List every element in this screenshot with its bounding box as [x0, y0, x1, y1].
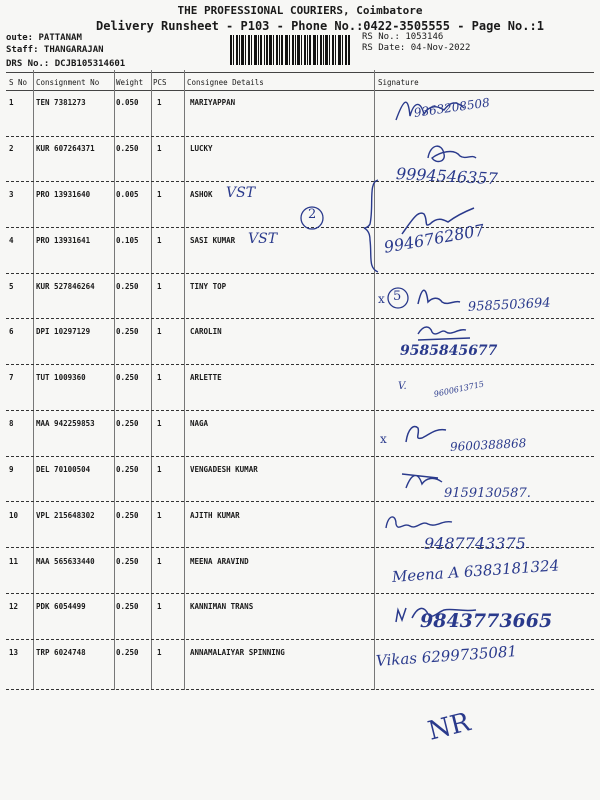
cell-consignee: MEENA ARAVIND: [190, 557, 249, 566]
col-header-consignment: Consignment No: [36, 78, 100, 87]
cell-weight: 0.250: [116, 282, 139, 291]
cell-weight: 0.250: [116, 465, 139, 474]
route-label: oute: PATTANAM: [6, 33, 82, 43]
col-header-pcs: PCS: [153, 78, 167, 87]
signature-phone: 9994546357: [395, 164, 499, 189]
signature-phone: 9843773665: [420, 610, 553, 632]
cell-consignment: KUR 607264371: [36, 144, 95, 153]
cell-weight: 0.250: [116, 144, 139, 153]
cell-pcs: 1: [157, 144, 162, 153]
cell-consignment: DEL 70100504: [36, 465, 91, 474]
row-separator: [6, 456, 594, 457]
cell-sno: 1: [9, 98, 14, 107]
nr-mark: NR: [424, 707, 474, 747]
cell-sno: 10: [9, 511, 19, 520]
cell-weight: 0.005: [116, 190, 139, 199]
signature-phone: Vikas 6299735081: [375, 642, 518, 670]
cell-consignment: TEN 7381273: [36, 98, 86, 107]
cell-pcs: 1: [157, 557, 162, 566]
cell-consignee: ANNAMALAIYAR SPINNING: [190, 648, 285, 657]
column-divider: [33, 70, 34, 690]
row-separator: [6, 501, 594, 502]
cell-sno: 13: [9, 648, 19, 657]
col-header-signature: Signature: [378, 78, 419, 87]
signature-phone: 9159130587.: [444, 486, 531, 501]
row-separator: [6, 689, 594, 690]
signature-scribble: [420, 138, 480, 168]
signature-scribble: [380, 508, 460, 538]
signature-scribble: [398, 464, 448, 494]
cell-pcs: 1: [157, 190, 162, 199]
cell-consignment: MAA 942259853: [36, 419, 95, 428]
row-separator: [6, 639, 594, 640]
cell-consignment: TRP 6024748: [36, 648, 86, 657]
cell-weight: 0.250: [116, 511, 139, 520]
cell-consignment: VPL 215648302: [36, 511, 95, 520]
cell-consignee: LUCKY: [190, 144, 213, 153]
cell-pcs: 1: [157, 98, 162, 107]
cell-pcs: 1: [157, 648, 162, 657]
cell-consignee: TINY TOP: [190, 282, 227, 291]
cell-sno: 8: [9, 419, 14, 428]
row-separator: [6, 410, 594, 411]
column-divider: [184, 70, 185, 690]
cell-weight: 0.250: [116, 557, 139, 566]
cell-pcs: 1: [157, 327, 162, 336]
signature-phone: 9946762807: [382, 220, 486, 257]
x-mark: x: [378, 292, 385, 306]
brace-mark: [362, 176, 384, 276]
cell-sno: 6: [9, 327, 14, 336]
cell-consignee: KANNIMAN TRANS: [190, 602, 254, 611]
cell-sno: 7: [9, 373, 14, 382]
cell-weight: 0.050: [116, 98, 139, 107]
cell-pcs: 1: [157, 602, 162, 611]
cell-weight: 0.250: [116, 648, 139, 657]
cell-consignment: PRO 13931640: [36, 190, 91, 199]
cell-consignment: PRO 13931641: [36, 236, 91, 245]
cell-weight: 0.105: [116, 236, 139, 245]
column-divider: [114, 70, 115, 690]
row-separator: [6, 273, 594, 274]
staff-label: Staff: THANGARAJAN: [6, 45, 104, 55]
cell-consignee: MARIYAPPAN: [190, 98, 236, 107]
drs-number: DRS No.: DCJB105314601: [6, 59, 126, 69]
cell-weight: 0.250: [116, 602, 139, 611]
row-separator: [6, 364, 594, 365]
cell-pcs: 1: [157, 511, 162, 520]
signature-phone: Meena A 6383181324: [391, 556, 560, 586]
row-separator: [6, 136, 594, 137]
cell-weight: 0.250: [116, 419, 139, 428]
barcode-image: [230, 35, 350, 65]
signature-phone: 9585503694: [467, 295, 551, 315]
cell-consignee: ARLETTE: [190, 373, 222, 382]
signature-phone: 9585845677: [400, 343, 498, 359]
signature-scribble: [392, 600, 482, 636]
cell-consignment: MAA 565633440: [36, 557, 95, 566]
column-divider: [151, 70, 152, 690]
col-header-consignee: Consignee Details: [187, 78, 264, 87]
signature-phone: 9600388868: [449, 436, 527, 454]
col-header-weight: Weight: [116, 78, 144, 87]
signature-phone: 9363208508: [413, 95, 491, 120]
cell-pcs: 1: [157, 282, 162, 291]
runsheet-subtitle: Delivery Runsheet - P103 - Phone No.:0422-3505555 - Page No.:1: [96, 19, 544, 33]
rs-number: RS No.: 1053146: [362, 32, 444, 42]
cell-pcs: 1: [157, 236, 162, 245]
vst-annotation: VST: [226, 185, 256, 201]
signature-scribble: [414, 320, 474, 346]
row-separator: [6, 318, 594, 319]
cell-pcs: 1: [157, 373, 162, 382]
cell-consignment: PDK 6054499: [36, 602, 86, 611]
cell-sno: 5: [9, 282, 14, 291]
cell-consignee: NAGA: [190, 419, 209, 428]
cell-sno: 2: [9, 144, 14, 153]
cell-sno: 3: [9, 190, 14, 199]
cell-consignment: KUR 527846264: [36, 282, 95, 291]
cell-pcs: 1: [157, 465, 162, 474]
cell-consignee: VENGADESH KUMAR: [190, 465, 258, 474]
v-mark: V.: [398, 381, 407, 392]
table-header-rule: [6, 90, 594, 91]
circle-number: 5: [393, 289, 402, 304]
table-top-rule: [6, 72, 594, 73]
signature-scribble: [400, 418, 450, 448]
rs-date: RS Date: 04-Nov-2022: [362, 43, 471, 53]
row-separator: [6, 181, 594, 182]
vst-annotation: VST: [248, 231, 278, 247]
signature-scribble: [390, 92, 470, 132]
cell-sno: 9: [9, 465, 14, 474]
cell-pcs: 1: [157, 419, 162, 428]
signature-phone: 9487743375: [424, 534, 526, 553]
cell-weight: 0.250: [116, 373, 139, 382]
x-mark: x: [380, 432, 387, 446]
cell-consignee: ASHOK: [190, 190, 213, 199]
cell-consignment: DPI 10297129: [36, 327, 91, 336]
cell-consignee: AJITH KUMAR: [190, 511, 240, 520]
cell-weight: 0.250: [116, 327, 139, 336]
cell-consignment: TUT 1009360: [36, 373, 86, 382]
signature-scribble: [398, 200, 478, 240]
signature-scribble: [412, 282, 462, 312]
row-separator: [6, 593, 594, 594]
company-title: THE PROFESSIONAL COURIERS, Coimbatore: [177, 4, 423, 17]
circle-number: 2: [308, 207, 317, 222]
signature-phone: 9600613715: [433, 379, 485, 399]
cell-consignee: CAROLIN: [190, 327, 222, 336]
cell-sno: 4: [9, 236, 14, 245]
cell-consignee: SASI KUMAR: [190, 236, 236, 245]
cell-sno: 12: [9, 602, 19, 611]
column-divider: [374, 70, 375, 690]
col-header-sno: S No: [9, 78, 28, 87]
cell-sno: 11: [9, 557, 19, 566]
